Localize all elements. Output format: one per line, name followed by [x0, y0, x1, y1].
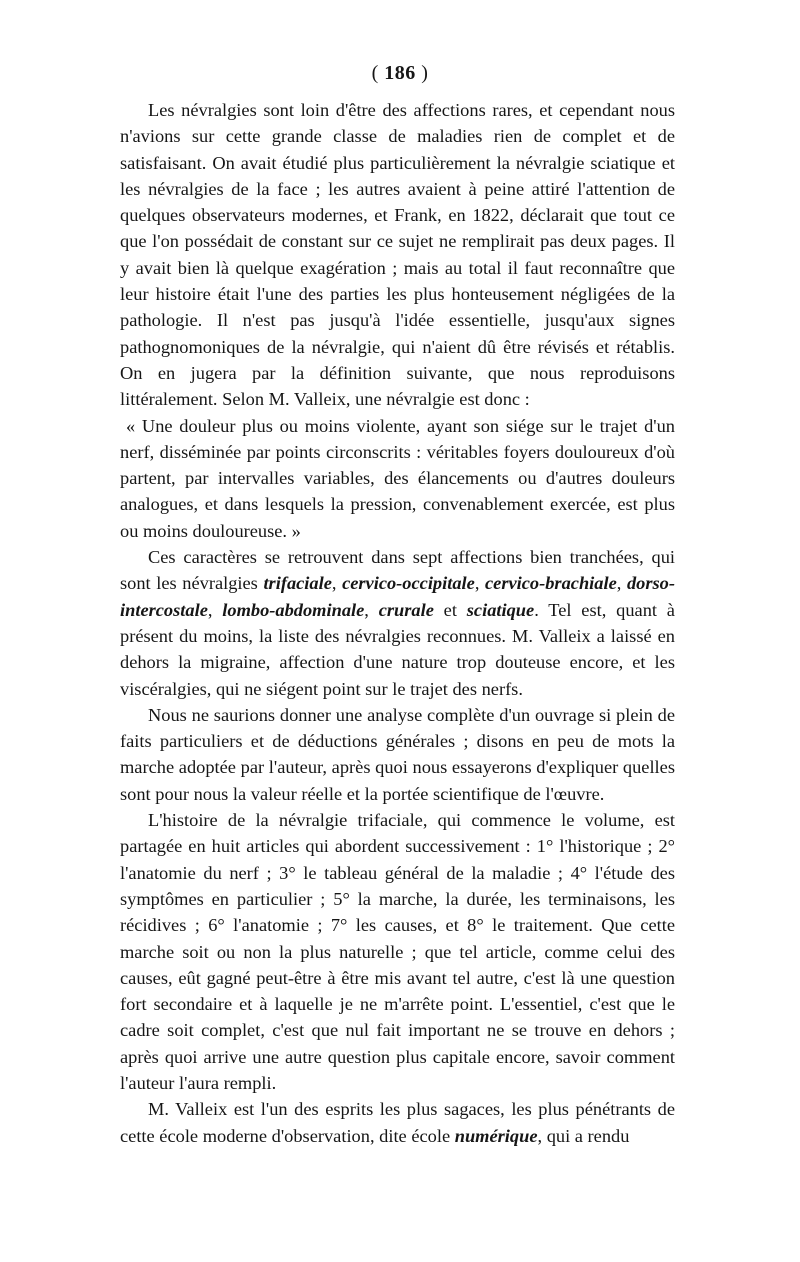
- term-lombo-abdominale: lombo-abdominale: [222, 599, 365, 620]
- term-numerique: numérique: [454, 1125, 538, 1146]
- paragraph-trifacial-history: L'histoire de la névralgie trifaciale, qui commence le volume, est partagée en huit articles qui abordent successivement : 1° l'historique ; 2° l'anatomie du nerf ; 3° le tableau général de la maladie ; 4° l'étude des symptômes en particulier ; 5° la marche, la durée, les terminaisons, les récidives ; 6° l'anatomie ; 7° les causes, et 8° le traitement. Que cette marche soit ou non la plus naturelle ; que tel article, comme celui des causes, eût gagné peut-être à être mis avant tel autre, c'est là une question fort secondaire et à laquelle je ne m'arrête point. L'essentiel, c'est que le cadre soit complet, c'est que nul fait important ne se trouve en dehors ; après quoi arrive une autre question plus capitale encore, savoir comment l'auteur l'aura rempli.: [120, 810, 675, 1093]
- text-run: . Tel est, quant à présent du moins, la liste des névralgies reconnues. M. Valleix a laissé en dehors la migraine, affection d'une nature trop douteuse encore, et les viscéralgies, qui ne siégent point sur le trajet des nerfs.: [120, 599, 675, 699]
- text-run: ,: [474, 573, 485, 594]
- paragraph-definition-quote: « Une douleur plus ou moins violente, ayant son siége sur le trajet d'un nerf, disséminée par points circonscrits : véritables foyers douloureux d'où partent, par intervalles variables, des élancements ou d'autres douleurs analogues, et dans lesquels la pression, convenablement exercée, est plus ou moins douloureuse. »: [120, 415, 675, 541]
- body-text: [120, 97, 675, 1149]
- term-cervico-brachiale: cervico-brachiale: [485, 573, 617, 594]
- paragraph-analysis: Nous ne saurions donner une analyse complète d'un ouvrage si plein de faits particuliers et de déductions générales ; disons en peu de mots la marche adoptée par l'auteur, après quoi nous essayerons d'expliquer quelles sont pour nous la valeur réelle et la portée scientifique de l'œuvre.: [120, 704, 675, 804]
- term-sciatique: sciatique: [466, 599, 535, 620]
- paragraph-valleix: [120, 1096, 675, 1149]
- paragraph-neuralgias-intro: Les névralgies sont loin d'être des affections rares, et cependant nous n'avions sur cette grande classe de maladies rien de complet et de satisfaisant. On avait étudié plus particulièrement la névralgie sciatique et les névralgies de la face ; les autres avaient à peine attiré l'attention de quelques observateurs modernes, et Frank, en 1822, déclarait que tout ce que l'on possédait de constant sur ce sujet ne remplirait pas deux pages. Il y avait bien là quelque exagération ; mais au total il faut reconnaître que leur histoire était l'une des parties les plus honteusement négligées de la pathologie. Il n'est pas jusqu'à l'idée essentielle, jusqu'aux signes pathognomoniques de la névralgie, qui n'aient dû être révisés et rétablis. On en jugera par la définition suivante, que nous reproduisons littéralement. Selon M. Valleix, une névralgie est donc :: [120, 100, 675, 410]
- text-run: ,: [616, 573, 627, 594]
- term-dorso-intercostale: dorso-intercostale: [120, 573, 675, 620]
- term-trifaciale: trifaciale: [263, 573, 332, 594]
- page-number: [0, 62, 800, 84]
- page-number-close: ): [415, 62, 429, 84]
- term-cervico-occipitale: cervico-occipitale: [342, 573, 475, 594]
- text-run: Ces caractères se retrouvent dans sept affections bien tranchées, qui sont les névralgies: [120, 547, 675, 594]
- paragraph-seven-neuralgias: [120, 544, 675, 702]
- term-crurale: crurale: [378, 599, 434, 620]
- text-run: ,: [207, 599, 223, 620]
- text-run: ,: [364, 599, 379, 620]
- text-run: ,: [331, 573, 343, 594]
- page-number-value: 186: [384, 62, 416, 84]
- text-run: , qui a rendu: [537, 1125, 630, 1146]
- text-run: M. Valleix est l'un des esprits les plus sagaces, les plus pénétrants de cette école moderne d'observation, dite école: [120, 1099, 675, 1146]
- text-run: et: [433, 599, 467, 620]
- page-number-open: (: [371, 62, 385, 84]
